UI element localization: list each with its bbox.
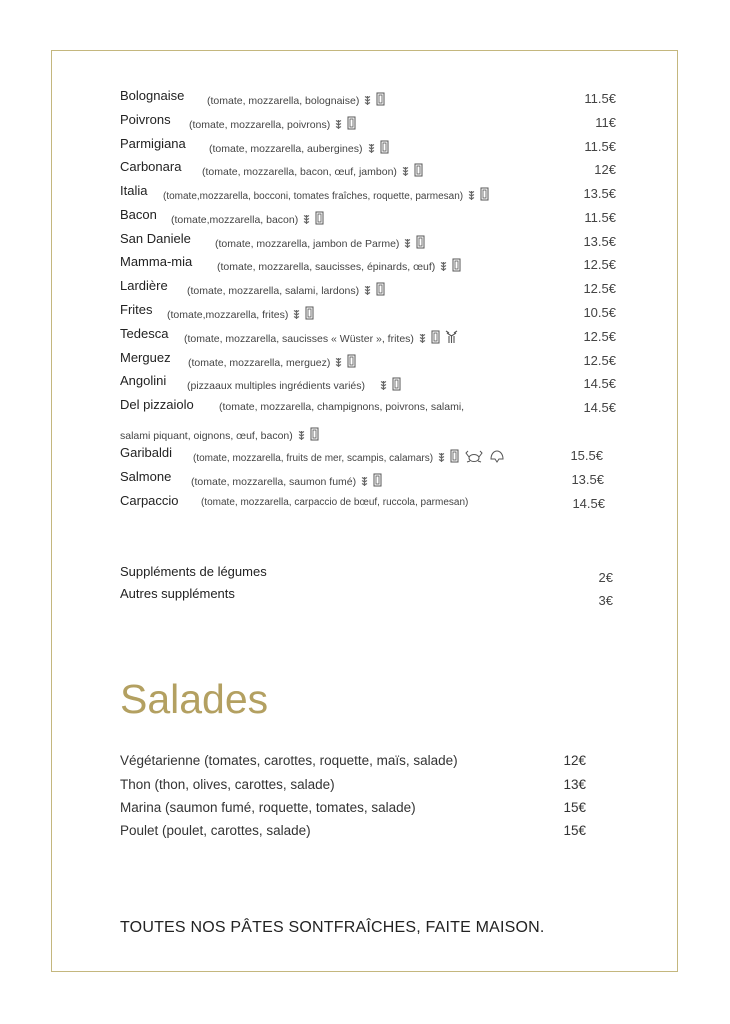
pizza-desc: (tomate,mozzarella, frites) bbox=[167, 306, 314, 321]
pizza-row-del-pizzaiolo bbox=[120, 397, 620, 419]
pizza-desc: (tomate, mozzarella, saumon fumé) bbox=[191, 473, 382, 488]
wheat-icon bbox=[303, 213, 310, 225]
footer-note: TOUTES NOS PÂTES SONTFRAÎCHES, FAITE MAISON. bbox=[120, 919, 545, 936]
pizza-price: 12.5€ bbox=[583, 353, 616, 368]
pizza-desc: (tomate, mozzarella, fruits de mer, scampis, calamars) bbox=[193, 449, 505, 464]
pizza-desc: (tomate, mozzarella, salami, lardons) bbox=[187, 282, 385, 297]
pizza-row-salmone bbox=[120, 469, 608, 491]
bottle-icon bbox=[392, 377, 401, 391]
bottle-icon bbox=[305, 306, 314, 320]
bottle-icon bbox=[376, 282, 385, 296]
pizza-desc: (tomate, mozzarella, jambon de Parme) bbox=[215, 235, 425, 250]
pizza-desc: (tomate, mozzarella, carpaccio de bœuf, ruccola, parmesan) bbox=[201, 497, 469, 508]
wheat-icon bbox=[293, 308, 300, 320]
salad-price: 15€ bbox=[563, 800, 586, 815]
pizza-name: Bolognaise bbox=[120, 88, 185, 103]
bottle-icon bbox=[450, 449, 459, 463]
pizza-price: 12.5€ bbox=[583, 329, 616, 344]
wheat-icon bbox=[404, 237, 411, 249]
pizza-name: Poivrons bbox=[120, 112, 171, 127]
salad-price: 15€ bbox=[563, 823, 586, 838]
salad-label: Marina (saumon fumé, roquette, tomates, salade) bbox=[120, 800, 416, 815]
pizza-price: 13.5€ bbox=[583, 234, 616, 249]
pizza-desc: (tomate, mozzarella, aubergines) bbox=[209, 140, 389, 155]
pizza-name: Merguez bbox=[120, 350, 171, 365]
pizza-price: 15.5€ bbox=[570, 448, 603, 463]
pizza-name: Angolini bbox=[120, 373, 167, 388]
pizza-price: 11€ bbox=[595, 115, 616, 130]
pizza-name: Bacon bbox=[120, 207, 157, 222]
bottle-icon bbox=[315, 211, 324, 225]
pizza-price: 11.5€ bbox=[584, 139, 616, 154]
pizza-row-san-daniele bbox=[120, 231, 620, 253]
wheat-icon bbox=[419, 332, 426, 344]
pizza-row-bolognaise bbox=[120, 88, 620, 110]
salad-row bbox=[120, 800, 586, 815]
supplement-vegetables-label: Suppléments de légumes bbox=[120, 564, 267, 579]
crab-icon bbox=[464, 450, 484, 463]
bottle-icon bbox=[310, 427, 319, 441]
bottle-icon bbox=[380, 140, 389, 154]
pizza-desc: (tomate, mozzarella, poivrons) bbox=[189, 116, 356, 131]
wheat-icon bbox=[402, 165, 409, 177]
pizza-desc: (tomate,mozzarella, bacon) bbox=[171, 211, 324, 226]
pizza-row-tedesca bbox=[120, 326, 620, 348]
supplement-other-price: 3€ bbox=[598, 593, 613, 608]
pizza-price: 13.5€ bbox=[571, 472, 604, 487]
pizza-name: Frites bbox=[120, 302, 153, 317]
salades-heading: Salades bbox=[120, 676, 269, 722]
pizza-name: Del pizzaiolo bbox=[120, 397, 194, 412]
pizza-row-lardiere bbox=[120, 278, 620, 300]
pizza-row-mamma-mia bbox=[120, 254, 620, 276]
pizza-name: San Daniele bbox=[120, 231, 191, 246]
pizza-desc-continued: salami piquant, oignons, œuf, bacon) bbox=[120, 427, 319, 442]
bottle-icon bbox=[480, 187, 489, 201]
salad-price: 13€ bbox=[563, 777, 586, 792]
pizza-name: Mamma-mia bbox=[120, 254, 193, 269]
pizza-name: Italia bbox=[120, 183, 148, 198]
pizza-name: Tedesca bbox=[120, 326, 169, 341]
pizza-row-parmigiana bbox=[120, 136, 620, 158]
pizza-price: 10.5€ bbox=[583, 305, 616, 320]
wheat-icon bbox=[364, 284, 371, 296]
wheat-icon bbox=[364, 94, 371, 106]
bottle-icon bbox=[376, 92, 385, 106]
pizza-row-carbonara bbox=[120, 159, 620, 181]
bottle-icon bbox=[431, 330, 440, 344]
pizza-row-carpaccio bbox=[120, 493, 609, 515]
wheat-icon bbox=[335, 356, 342, 368]
bottle-icon bbox=[347, 116, 356, 130]
supplement-other-label: Autres suppléments bbox=[120, 586, 235, 601]
pizza-row-italia bbox=[120, 183, 620, 205]
pizza-name: Lardière bbox=[120, 278, 168, 293]
bottle-icon bbox=[416, 235, 425, 249]
wheat-icon bbox=[298, 429, 305, 441]
pizza-desc: (tomate, mozzarella, merguez) bbox=[188, 354, 356, 369]
pizza-desc: (tomate, mozzarella, saucisses, épinards, œuf) bbox=[217, 258, 461, 273]
shell-icon bbox=[489, 450, 505, 463]
wheat-icon bbox=[380, 379, 387, 391]
pizza-price: 12€ bbox=[594, 162, 616, 177]
bottle-icon bbox=[373, 473, 382, 487]
wheat-icon bbox=[468, 189, 475, 201]
pizza-row-bacon bbox=[120, 207, 620, 229]
bottle-icon bbox=[347, 354, 356, 368]
bottle-icon bbox=[452, 258, 461, 272]
pizza-row-frites bbox=[120, 302, 620, 324]
celery-icon bbox=[445, 330, 458, 344]
salad-row bbox=[120, 753, 586, 768]
salad-row bbox=[120, 777, 586, 792]
pizza-price: 11.5€ bbox=[584, 91, 616, 106]
pizza-row-poivrons bbox=[120, 112, 620, 134]
wheat-icon bbox=[361, 475, 368, 487]
salad-price: 12€ bbox=[563, 753, 586, 768]
bottle-icon bbox=[414, 163, 423, 177]
pizza-price: 11.5€ bbox=[584, 210, 616, 225]
pizza-desc: (tomate, mozzarella, bacon, œuf, jambon) bbox=[202, 163, 423, 178]
pizza-name: Carbonara bbox=[120, 159, 182, 174]
pizza-desc: (pizzaaux multiples ingrédients variés) bbox=[187, 377, 401, 392]
pizza-price: 12.5€ bbox=[583, 257, 616, 272]
salad-row bbox=[120, 823, 586, 838]
supplement-vegetables-price: 2€ bbox=[598, 570, 613, 585]
salad-label: Thon (thon, olives, carottes, salade) bbox=[120, 777, 335, 792]
wheat-icon bbox=[440, 260, 447, 272]
pizza-name: Carpaccio bbox=[120, 493, 179, 508]
pizza-name: Salmone bbox=[120, 469, 172, 484]
pizza-desc: (tomate,mozzarella, bocconi, tomates fraîches, roquette, parmesan) bbox=[163, 187, 489, 202]
pizza-price: 13.5€ bbox=[583, 186, 616, 201]
pizza-price: 14.5€ bbox=[583, 400, 616, 415]
salad-label: Végétarienne (tomates, carottes, roquette, maïs, salade) bbox=[120, 753, 458, 768]
wheat-icon bbox=[438, 451, 445, 463]
pizza-price: 14.5€ bbox=[572, 496, 605, 511]
pizza-price: 12.5€ bbox=[583, 281, 616, 296]
pizza-name: Parmigiana bbox=[120, 136, 186, 151]
salad-label: Poulet (poulet, carottes, salade) bbox=[120, 823, 311, 838]
pizza-row-merguez bbox=[120, 350, 620, 372]
wheat-icon bbox=[368, 142, 375, 154]
pizza-row-garibaldi bbox=[120, 445, 607, 467]
pizza-desc: (tomate, mozzarella, bolognaise) bbox=[207, 92, 385, 107]
pizza-desc: (tomate, mozzarella, champignons, poivrons, salami, bbox=[219, 401, 465, 413]
wheat-icon bbox=[335, 118, 342, 130]
pizza-name: Garibaldi bbox=[120, 445, 173, 460]
pizza-desc: (tomate, mozzarella, saucisses « Wüster », frites) bbox=[184, 330, 458, 345]
pizza-price: 14.5€ bbox=[583, 376, 616, 391]
pizza-row-angolini bbox=[120, 373, 620, 395]
